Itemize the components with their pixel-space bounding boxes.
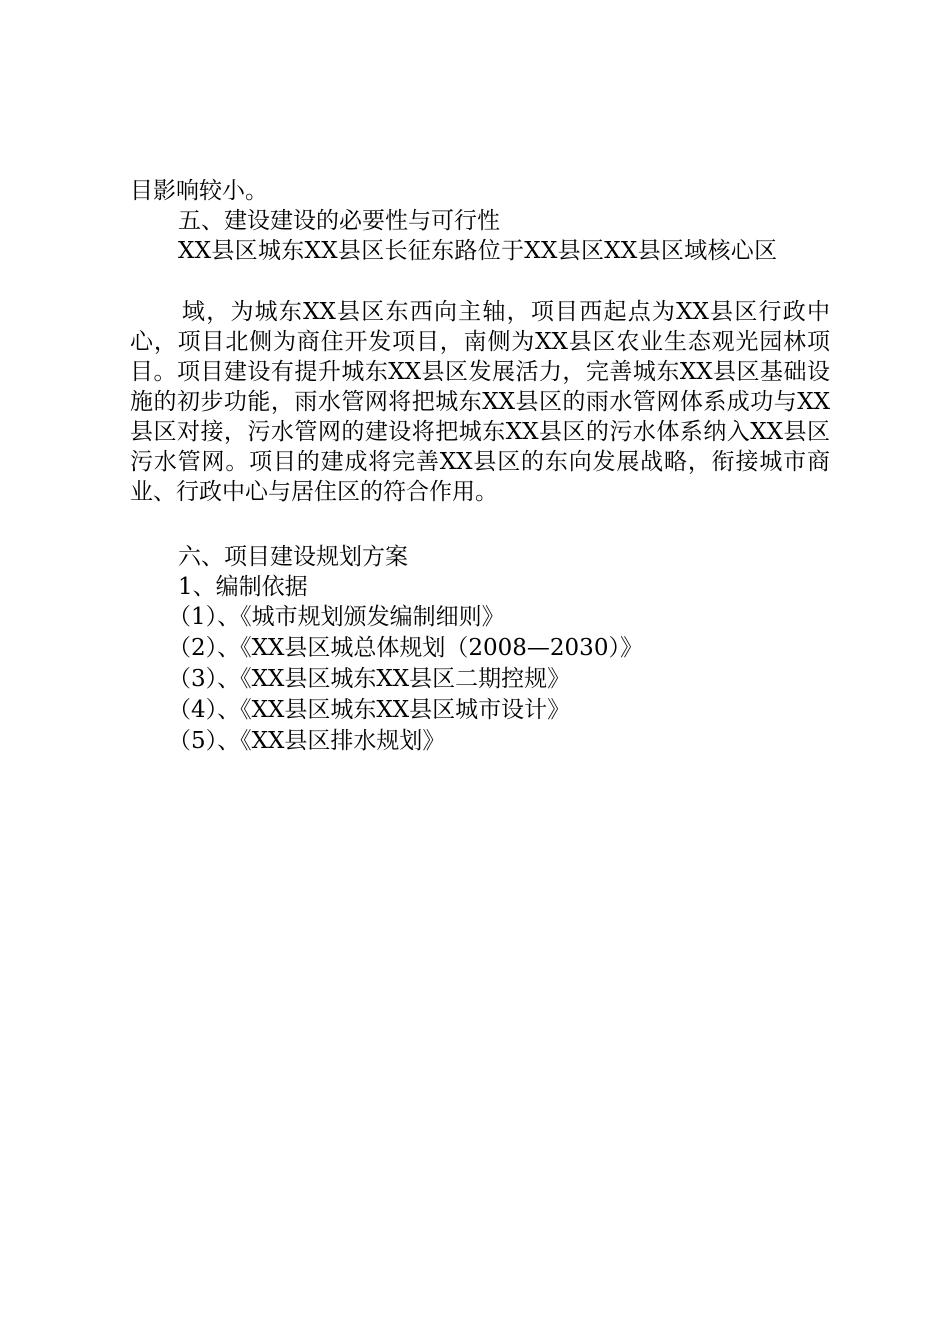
reference-item-1: （1）、《城市规划颁发编制细则》 — [168, 604, 505, 630]
section-heading-6: 六、项目建设规划方案 — [178, 544, 408, 570]
subheading-basis: 1、编制依据 — [178, 574, 308, 600]
section-heading-5: 五、建设建设的必要性与可行性 — [178, 208, 500, 234]
reference-item-3: （3）、《XX县区城东XX县区二期控规》 — [168, 666, 571, 692]
reference-item-4: （4）、《XX县区城东XX县区城市设计》 — [168, 697, 571, 723]
text-line-3: XX县区城东XX县区长征东路位于XX县区XX县区域核心区 — [178, 238, 778, 264]
reference-item-2: （2）、《XX县区城总体规划（2008—2030）》 — [168, 635, 643, 661]
body-paragraph: 域，为城东XX县区东西向主轴，项目西起点为XX县区行政中心，项目北侧为商住开发项目，南侧为XX县区农业生态观光园林项目。项目建设有提升城东XX县区发展活力，完善城东XX县区基础设施的初步功能，雨水管网将把城东XX县区的雨水管网体系成功与XX县区对接，污水管网的建设将把城东XX县区的污水体系纳入XX县区污水管网。项目的建成将完善XX县区的东向发展战略，衔接城市商业、行政中心与居住区的符合作用。 — [130, 299, 830, 505]
reference-item-5: （5）、《XX县区排水规划》 — [168, 728, 446, 754]
text-line-1: 目影响较小。 — [130, 178, 268, 204]
